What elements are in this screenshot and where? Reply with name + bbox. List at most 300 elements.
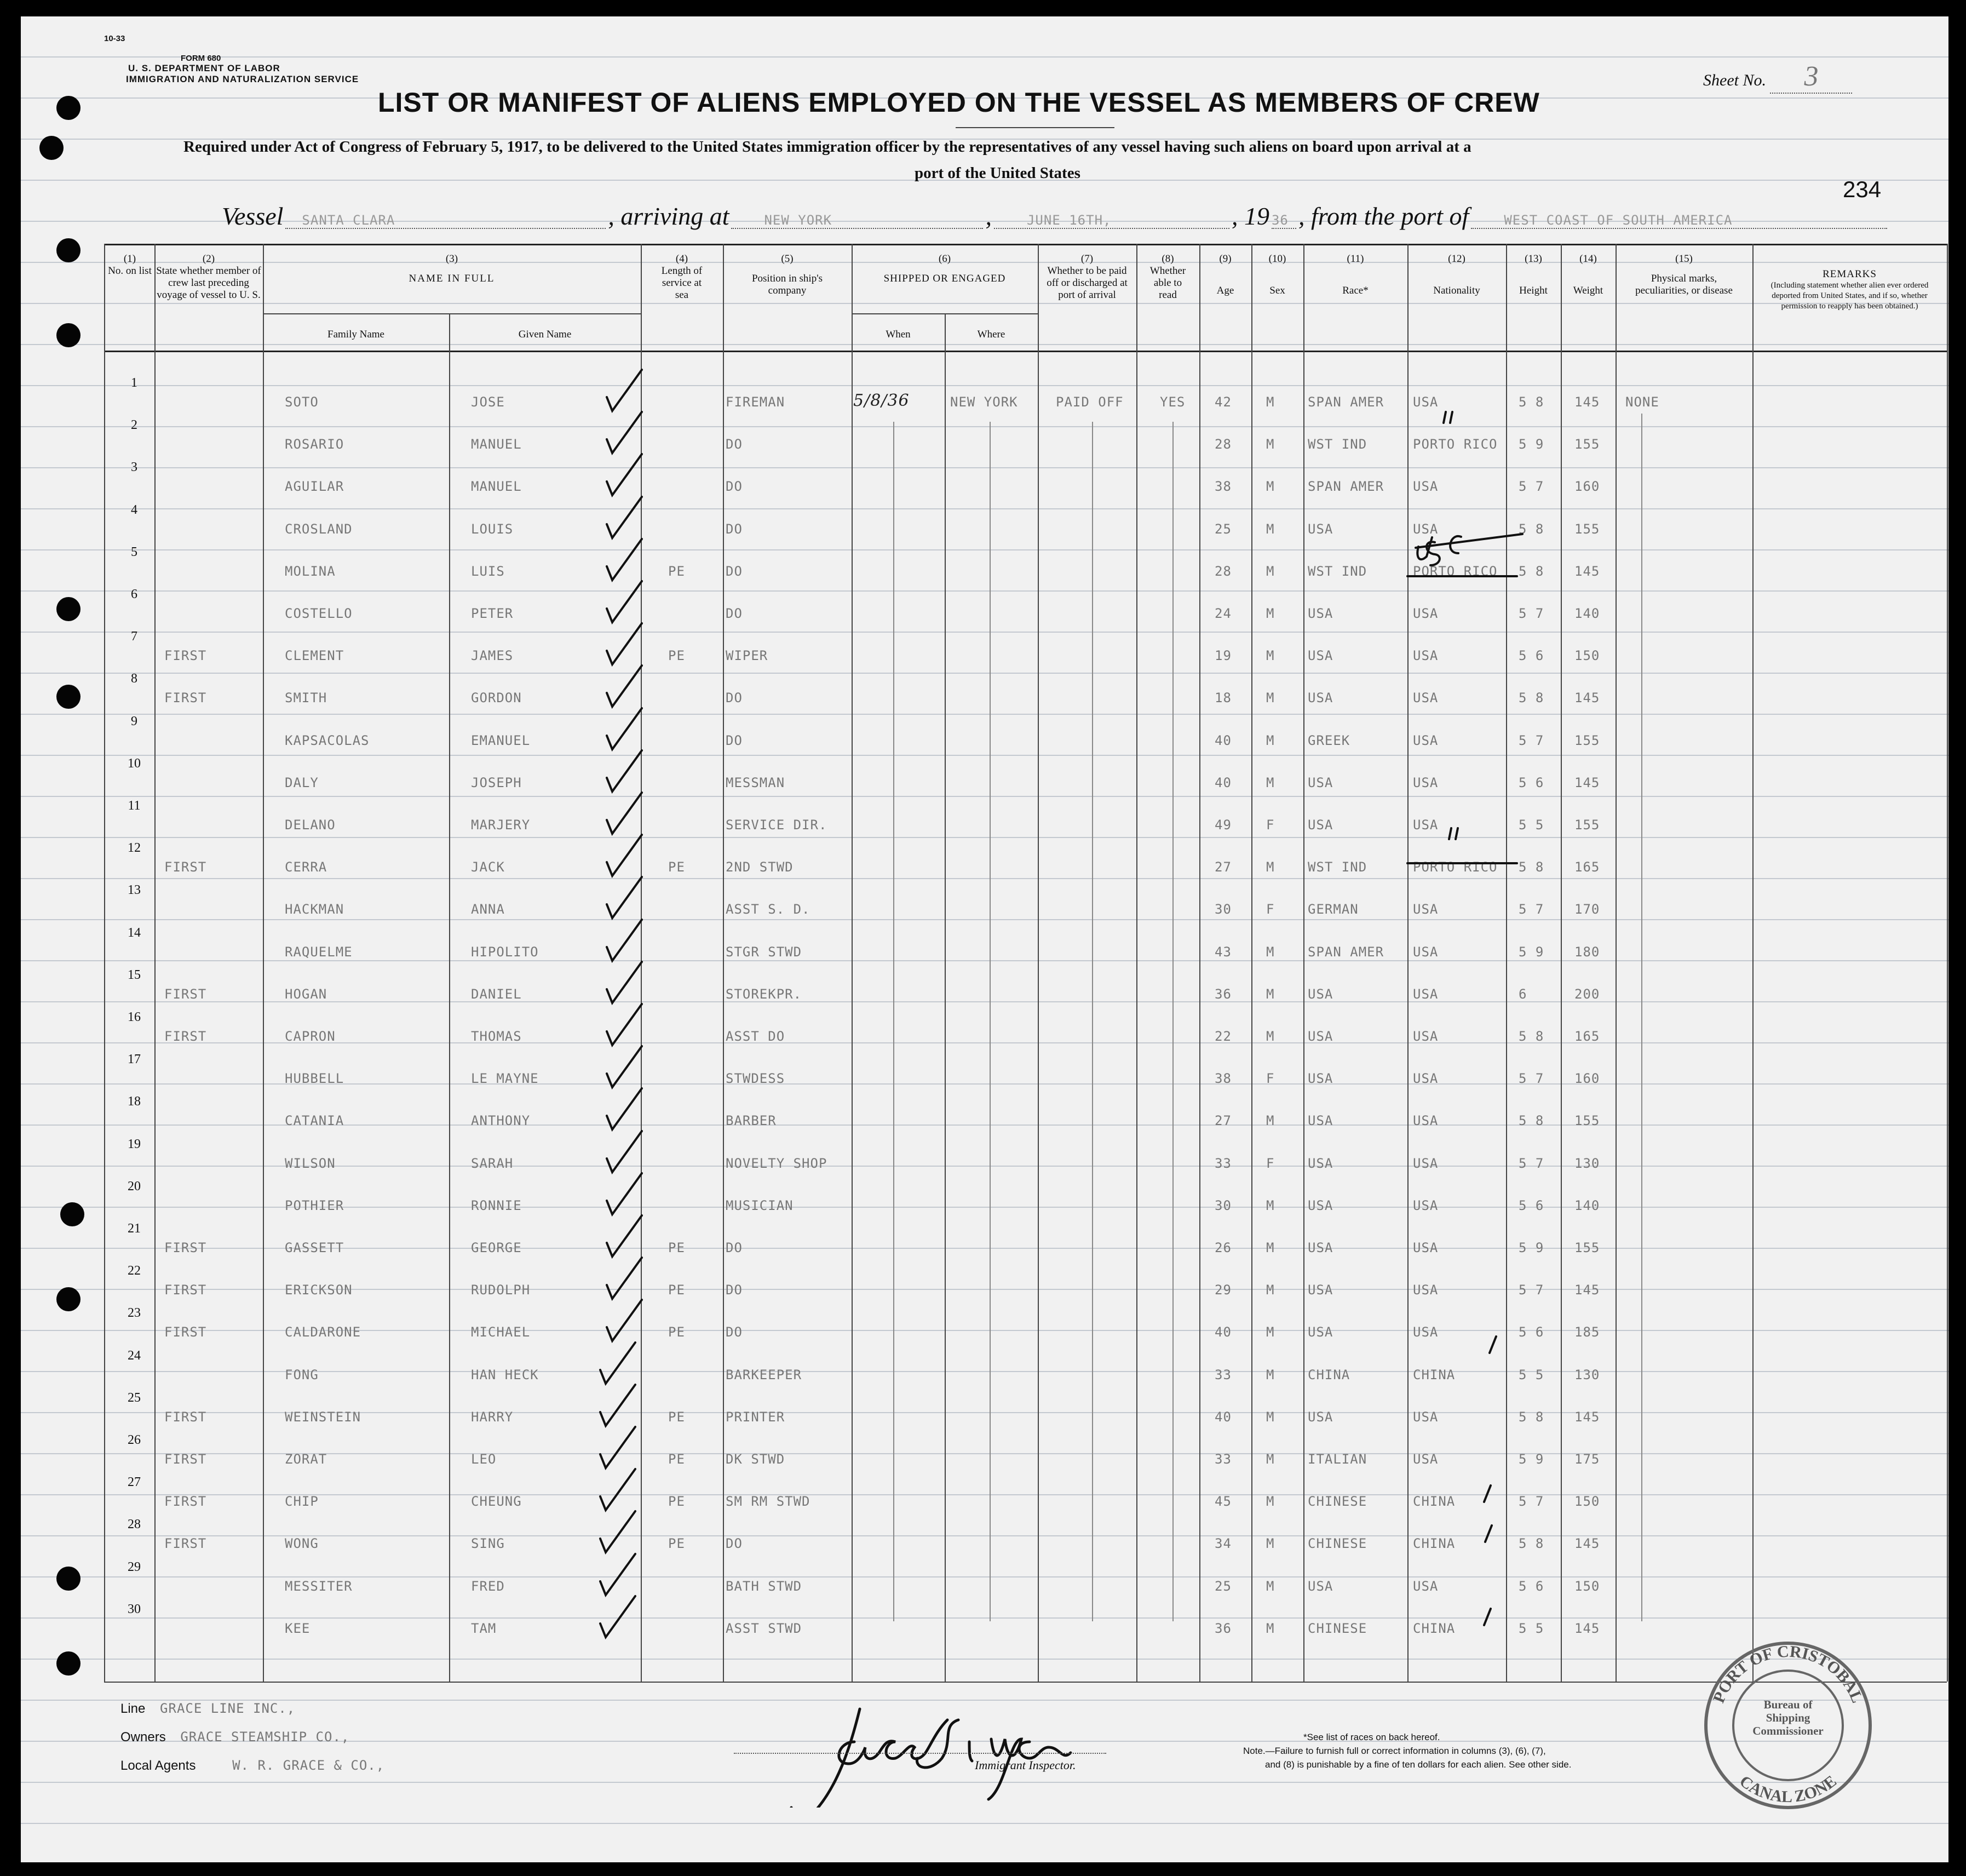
sex-cell: M bbox=[1266, 1197, 1275, 1213]
prev-voyage-cell: FIRST bbox=[164, 648, 207, 664]
row-number: 12 bbox=[128, 841, 141, 856]
subtitle-line1: Required under Act of Congress of February 5, 1917, to be delivered to the United States immigration officer by the representatives of any vessel having such aliens on board upon arrival at a bbox=[183, 138, 1471, 156]
col1-num: (1) bbox=[123, 253, 136, 265]
position-cell: DO bbox=[726, 1240, 743, 1255]
age-cell: 22 bbox=[1215, 1029, 1232, 1044]
physical-marks-cell: NONE bbox=[1625, 394, 1659, 410]
nationality-cell: CHINA bbox=[1413, 1536, 1456, 1552]
position-cell: STGR STWD bbox=[726, 944, 802, 960]
given-name-cell: TAM bbox=[471, 1620, 497, 1636]
given-name-cell: GORDON bbox=[471, 690, 522, 706]
row-number: 23 bbox=[128, 1306, 141, 1321]
stamp-top-text: PORT OF CRISTOBAL bbox=[1709, 1642, 1867, 1706]
position-cell: FIREMAN bbox=[726, 394, 785, 410]
row-number: 30 bbox=[128, 1602, 141, 1616]
race-cell: SPAN AMER bbox=[1308, 394, 1384, 410]
weight-cell: 155 bbox=[1574, 437, 1600, 452]
given-name-cell: ANNA bbox=[471, 902, 505, 917]
position-cell: DO bbox=[726, 732, 743, 748]
sex-cell: M bbox=[1266, 1536, 1275, 1552]
race-cell: USA bbox=[1308, 1578, 1333, 1594]
given-name-cell: MANUEL bbox=[471, 437, 522, 452]
position-cell: 2ND STWD bbox=[726, 859, 794, 875]
position-cell: DO bbox=[726, 1324, 743, 1340]
weight-cell: 145 bbox=[1574, 690, 1600, 706]
family-name-cell: ERICKSON bbox=[285, 1282, 353, 1298]
position-cell: DO bbox=[726, 606, 743, 621]
col6-header bbox=[852, 253, 1038, 285]
height-cell: 5 8 bbox=[1519, 1113, 1544, 1129]
signature-line bbox=[734, 1752, 1106, 1754]
race-cell: USA bbox=[1308, 1029, 1333, 1044]
nationality-cell: CHINA bbox=[1413, 1367, 1456, 1382]
height-cell: 5 6 bbox=[1519, 1197, 1544, 1213]
weight-cell: 130 bbox=[1574, 1155, 1600, 1171]
column-rule bbox=[1251, 244, 1252, 1682]
column-rule bbox=[1038, 244, 1039, 1682]
position-cell: BATH STWD bbox=[726, 1578, 802, 1594]
weight-cell: 150 bbox=[1574, 648, 1600, 664]
col14-header bbox=[1561, 253, 1616, 297]
age-cell: 40 bbox=[1215, 1409, 1232, 1425]
height-cell: 5 8 bbox=[1519, 1029, 1544, 1044]
height-cell: 5 8 bbox=[1519, 563, 1544, 579]
column-rule bbox=[1407, 244, 1409, 1682]
given-name-cell: JACK bbox=[471, 859, 505, 875]
race-cell: GERMAN bbox=[1308, 902, 1359, 917]
race-cell: USA bbox=[1308, 648, 1333, 664]
column-rule bbox=[1616, 244, 1617, 1682]
column-rule bbox=[723, 244, 724, 1682]
sex-cell: M bbox=[1266, 944, 1275, 960]
weight-cell: 145 bbox=[1574, 563, 1600, 579]
form-label: FORM 680 bbox=[181, 54, 221, 63]
age-cell: 27 bbox=[1215, 1113, 1232, 1129]
family-name-cell: WILSON bbox=[285, 1155, 336, 1171]
age-cell: 42 bbox=[1215, 394, 1232, 410]
owners-field bbox=[120, 1729, 349, 1745]
sex-cell: M bbox=[1266, 732, 1275, 748]
service-cell: PE bbox=[668, 1452, 685, 1467]
page-title: LIST OR MANIFEST OF ALIENS EMPLOYED ON THE VESSEL AS MEMBERS OF CREW bbox=[378, 87, 1540, 118]
note-line2: and (8) is punishable by a fine of ten dollars for each alien. See other side. bbox=[1265, 1759, 1572, 1770]
punch-hole bbox=[39, 136, 64, 160]
family-name-cell: ZORAT bbox=[285, 1452, 327, 1467]
punch-hole bbox=[56, 238, 81, 262]
race-cell: USA bbox=[1308, 606, 1333, 621]
given-name-cell: JAMES bbox=[471, 648, 514, 664]
race-cell: USA bbox=[1308, 1113, 1333, 1129]
sex-cell: M bbox=[1266, 1324, 1275, 1340]
col13-num: (13) bbox=[1525, 253, 1542, 265]
row-number: 25 bbox=[128, 1390, 141, 1405]
prev-voyage-cell: FIRST bbox=[164, 986, 207, 1002]
family-name-cell: COSTELLO bbox=[285, 606, 353, 621]
row-number: 1 bbox=[131, 376, 137, 390]
prev-voyage-cell: FIRST bbox=[164, 859, 207, 875]
height-cell: 5 7 bbox=[1519, 1494, 1544, 1510]
service-cell: PE bbox=[668, 1240, 685, 1255]
height-cell: 5 7 bbox=[1519, 1155, 1544, 1171]
given-name-cell: LE MAYNE bbox=[471, 1071, 539, 1087]
row-number: 22 bbox=[128, 1264, 141, 1278]
given-name-cell: SING bbox=[471, 1536, 505, 1552]
height-cell: 5 9 bbox=[1519, 944, 1544, 960]
age-cell: 33 bbox=[1215, 1155, 1232, 1171]
col2-header bbox=[154, 253, 263, 301]
race-cell: USA bbox=[1308, 986, 1333, 1002]
height-cell: 5 9 bbox=[1519, 1452, 1544, 1467]
height-cell: 5 6 bbox=[1519, 648, 1544, 664]
position-cell: ASST STWD bbox=[726, 1620, 802, 1636]
sex-cell: M bbox=[1266, 1452, 1275, 1467]
line-label: Line bbox=[120, 1701, 146, 1716]
weight-cell: 145 bbox=[1574, 775, 1600, 790]
age-cell: 38 bbox=[1215, 1071, 1232, 1087]
position-cell: PRINTER bbox=[726, 1409, 785, 1425]
position-cell: MESSMAN bbox=[726, 775, 785, 790]
nationality-cell: USA bbox=[1413, 479, 1439, 495]
col6-label: SHIPPED OR ENGAGED bbox=[883, 273, 1006, 284]
stamp-bottom-text: CANAL ZONE bbox=[1736, 1772, 1840, 1806]
cristobal-stamp bbox=[1698, 1635, 1878, 1816]
sheet-label: Sheet No. bbox=[1703, 71, 1766, 89]
row-number: 2 bbox=[131, 418, 137, 433]
given-name-cell: JOSEPH bbox=[471, 775, 522, 790]
weight-cell: 155 bbox=[1574, 1240, 1600, 1255]
height-cell: 5 5 bbox=[1519, 817, 1544, 833]
given-name-cell: PETER bbox=[471, 606, 514, 621]
nationality-cell: PORTO RICO bbox=[1413, 437, 1498, 452]
weight-cell: 165 bbox=[1574, 859, 1600, 875]
line-value: GRACE LINE INC., bbox=[160, 1701, 296, 1716]
vessel-label: Vessel bbox=[222, 202, 284, 230]
nationality-cell: USA bbox=[1413, 1324, 1439, 1340]
col5-label: Position in ship's company bbox=[751, 273, 823, 296]
col4-num: (4) bbox=[675, 253, 688, 265]
height-cell: 6 bbox=[1519, 986, 1527, 1002]
line-field bbox=[120, 1701, 295, 1717]
given-name-cell: LUIS bbox=[471, 563, 505, 579]
position-cell: SERVICE DIR. bbox=[726, 817, 827, 833]
race-cell: USA bbox=[1308, 1409, 1333, 1425]
position-cell: WIPER bbox=[726, 648, 768, 664]
sex-cell: M bbox=[1266, 775, 1275, 790]
weight-cell: 145 bbox=[1574, 1409, 1600, 1425]
race-cell: WST IND bbox=[1308, 437, 1367, 452]
given-name-cell: RUDOLPH bbox=[471, 1282, 531, 1298]
row-number: 9 bbox=[131, 714, 137, 728]
age-cell: 34 bbox=[1215, 1536, 1232, 1552]
row-number: 7 bbox=[131, 629, 137, 644]
col3-label: NAME IN FULL bbox=[409, 273, 495, 284]
weight-cell: 140 bbox=[1574, 606, 1600, 621]
age-cell: 27 bbox=[1215, 859, 1232, 875]
nationality-cell: USA bbox=[1413, 817, 1439, 833]
sex-cell: M bbox=[1266, 1282, 1275, 1298]
sex-cell: M bbox=[1266, 606, 1275, 621]
given-name-cell: DANIEL bbox=[471, 986, 522, 1002]
punch-hole bbox=[56, 597, 81, 621]
sex-cell: M bbox=[1266, 563, 1275, 579]
row-number: 4 bbox=[131, 502, 137, 517]
height-cell: 5 8 bbox=[1519, 859, 1544, 875]
column-rule bbox=[1561, 244, 1562, 1682]
agents-label: Local Agents bbox=[120, 1758, 196, 1773]
row-number: 21 bbox=[128, 1221, 141, 1236]
position-cell: ASST S. D. bbox=[726, 902, 810, 917]
given-name-cell: RONNIE bbox=[471, 1197, 522, 1213]
age-cell: 29 bbox=[1215, 1282, 1232, 1298]
agents-field bbox=[120, 1758, 384, 1774]
age-cell: 43 bbox=[1215, 944, 1232, 960]
sex-cell: M bbox=[1266, 690, 1275, 706]
form-number bbox=[104, 34, 125, 43]
weight-cell: 155 bbox=[1574, 1113, 1600, 1129]
height-cell: 5 7 bbox=[1519, 479, 1544, 495]
family-name-cell: KEE bbox=[285, 1620, 311, 1636]
service-cell: PE bbox=[668, 1536, 685, 1552]
race-cell: CHINA bbox=[1308, 1367, 1350, 1382]
nationality-cell: PORTO RICO bbox=[1413, 859, 1498, 875]
punch-hole bbox=[56, 96, 81, 120]
owners-label: Owners bbox=[120, 1730, 166, 1745]
given-name-cell: FRED bbox=[471, 1578, 505, 1594]
age-cell: 40 bbox=[1215, 775, 1232, 790]
weight-cell: 170 bbox=[1574, 902, 1600, 917]
position-cell: SM RM STWD bbox=[726, 1494, 810, 1510]
shipped-when-cell: 5/8/36 bbox=[853, 391, 910, 410]
row-number: 10 bbox=[128, 756, 141, 771]
sex-cell: M bbox=[1266, 1367, 1275, 1382]
sex-cell: M bbox=[1266, 1113, 1275, 1129]
header-bottom-border bbox=[104, 351, 1947, 352]
col12-num: (12) bbox=[1448, 253, 1465, 265]
given-name-cell: THOMAS bbox=[471, 1029, 522, 1044]
race-cell: USA bbox=[1308, 521, 1333, 537]
position-cell: ASST DO bbox=[726, 1029, 785, 1044]
service-cell: PE bbox=[668, 859, 685, 875]
given-name-cell: LEO bbox=[471, 1452, 497, 1467]
race-cell: USA bbox=[1308, 1282, 1333, 1298]
form-code: 10-33 bbox=[104, 34, 125, 43]
family-name-cell: CHIP bbox=[285, 1494, 319, 1510]
subtitle-line2: port of the United States bbox=[915, 164, 1080, 182]
col15-label: Physical marks, peculiarities, or disease bbox=[1635, 273, 1733, 296]
arrival-port: NEW YORK bbox=[731, 213, 983, 229]
family-name-cell: FONG bbox=[285, 1367, 319, 1382]
col13-header bbox=[1506, 253, 1561, 297]
weight-cell: 165 bbox=[1574, 1029, 1600, 1044]
given-name-cell: EMANUEL bbox=[471, 732, 531, 748]
height-cell: 5 7 bbox=[1519, 1071, 1544, 1087]
nationality-cell: CHINA bbox=[1413, 1494, 1456, 1510]
nationality-cell: USA bbox=[1413, 1113, 1439, 1129]
col4-label: Length of service at sea bbox=[661, 265, 703, 301]
remarks-note: (Including statement whether alien ever ordered deported from United States, and if so, whether permission to reapply has been obtained.) bbox=[1770, 281, 1929, 311]
family-name-cell: MESSITER bbox=[285, 1578, 353, 1594]
age-cell: 26 bbox=[1215, 1240, 1232, 1255]
column-rule bbox=[852, 244, 853, 1682]
family-name-cell: SMITH bbox=[285, 690, 327, 706]
agents-value: W. R. GRACE & CO., bbox=[232, 1758, 385, 1773]
name-subheader-rule bbox=[263, 313, 641, 314]
check-mark-icon bbox=[596, 1593, 640, 1643]
sex-cell: M bbox=[1266, 1029, 1275, 1044]
race-cell: USA bbox=[1308, 1240, 1333, 1255]
column-rule bbox=[1303, 244, 1304, 1682]
weight-cell: 130 bbox=[1574, 1367, 1600, 1382]
given-name-cell: CHEUNG bbox=[471, 1494, 522, 1510]
nationality-cell: USA bbox=[1413, 986, 1439, 1002]
height-cell: 5 9 bbox=[1519, 1240, 1544, 1255]
row-number: 3 bbox=[131, 460, 137, 475]
age-cell: 49 bbox=[1215, 817, 1232, 833]
col2-num: (2) bbox=[202, 253, 215, 265]
paid-off-cell: PAID OFF bbox=[1056, 394, 1124, 410]
shipped-where-cell: NEW YORK bbox=[950, 394, 1018, 410]
weight-cell: 145 bbox=[1574, 1282, 1600, 1298]
height-cell: 5 5 bbox=[1519, 1367, 1544, 1382]
position-cell: DO bbox=[726, 1536, 743, 1552]
punch-hole bbox=[56, 323, 81, 347]
given-name-cell: SARAH bbox=[471, 1155, 514, 1171]
sheet-number-field bbox=[1703, 60, 1852, 94]
position-cell: DO bbox=[726, 437, 743, 452]
weight-cell: 145 bbox=[1574, 1620, 1600, 1636]
col5-header bbox=[723, 253, 852, 297]
family-name-cell: HOGAN bbox=[285, 986, 327, 1002]
col10-num: (10) bbox=[1268, 253, 1286, 265]
nationality-cell: USA bbox=[1413, 1029, 1439, 1044]
column-rule bbox=[449, 313, 450, 1682]
given-name-cell: LOUIS bbox=[471, 521, 514, 537]
prev-voyage-cell: FIRST bbox=[164, 690, 207, 706]
race-cell: CHINESE bbox=[1308, 1536, 1367, 1552]
height-cell: 5 6 bbox=[1519, 775, 1544, 790]
weight-cell: 145 bbox=[1574, 1536, 1600, 1552]
family-name-cell: CALDARONE bbox=[285, 1324, 361, 1340]
weight-cell: 145 bbox=[1574, 394, 1600, 410]
age-cell: 36 bbox=[1215, 1620, 1232, 1636]
given-name-cell: HIPOLITO bbox=[471, 944, 539, 960]
height-cell: 5 7 bbox=[1519, 606, 1544, 621]
row-number: 26 bbox=[128, 1433, 141, 1447]
row-number: 29 bbox=[128, 1559, 141, 1574]
sex-cell: M bbox=[1266, 1494, 1275, 1510]
sex-cell: F bbox=[1266, 902, 1275, 917]
prev-voyage-cell: FIRST bbox=[164, 1409, 207, 1425]
weight-cell: 175 bbox=[1574, 1452, 1600, 1467]
col9-num: (9) bbox=[1219, 253, 1232, 265]
row-number: 17 bbox=[128, 1052, 141, 1067]
row-number: 14 bbox=[128, 925, 141, 940]
age-cell: 30 bbox=[1215, 1197, 1232, 1213]
nationality-cell: USA bbox=[1413, 606, 1439, 621]
family-name-cell: WONG bbox=[285, 1536, 319, 1552]
weight-cell: 155 bbox=[1574, 521, 1600, 537]
arrival-date: JUNE 16TH, bbox=[994, 213, 1229, 229]
row-number: 6 bbox=[131, 587, 137, 601]
col9-label: Age bbox=[1216, 285, 1234, 296]
position-cell: DK STWD bbox=[726, 1452, 785, 1467]
height-cell: 5 6 bbox=[1519, 1324, 1544, 1340]
position-cell: NOVELTY SHOP bbox=[726, 1155, 827, 1171]
family-name-cell: CAPRON bbox=[285, 1029, 336, 1044]
col9-header bbox=[1199, 253, 1251, 297]
inspector-label: Immigrant Inspector. bbox=[975, 1758, 1076, 1772]
table-top-border bbox=[104, 244, 1947, 245]
column-rule bbox=[1136, 244, 1137, 1682]
remarks-label: REMARKS bbox=[1823, 268, 1877, 280]
row-number: 15 bbox=[128, 967, 141, 982]
races-note: *See list of races on back hereof. bbox=[1303, 1732, 1440, 1742]
family-name-cell: GASSETT bbox=[285, 1240, 344, 1255]
family-name-cell: CERRA bbox=[285, 859, 327, 875]
age-cell: 28 bbox=[1215, 437, 1232, 452]
nationality-cell: USA bbox=[1413, 521, 1439, 537]
sex-cell: M bbox=[1266, 479, 1275, 495]
weight-cell: 185 bbox=[1574, 1324, 1600, 1340]
row-number: 16 bbox=[128, 1010, 141, 1024]
sex-cell: M bbox=[1266, 859, 1275, 875]
punch-hole bbox=[60, 1202, 84, 1226]
family-name-cell: RAQUELME bbox=[285, 944, 353, 960]
nationality-cell: USA bbox=[1413, 648, 1439, 664]
col8-label: Whether able to read bbox=[1149, 265, 1186, 301]
position-cell: DO bbox=[726, 563, 743, 579]
sheet-number: 3 bbox=[1770, 60, 1852, 94]
nationality-cell: USA bbox=[1413, 1071, 1439, 1087]
prev-voyage-cell: FIRST bbox=[164, 1240, 207, 1255]
height-cell: 5 9 bbox=[1519, 437, 1544, 452]
arriving-label: , arriving at bbox=[608, 202, 729, 230]
position-cell: BARKEEPER bbox=[726, 1367, 802, 1382]
family-name-cell: MOLINA bbox=[285, 563, 336, 579]
col3-given-header: Given Name bbox=[518, 329, 572, 340]
row-number: 19 bbox=[128, 1137, 141, 1151]
nationality-cell: USA bbox=[1413, 1155, 1439, 1171]
race-cell: USA bbox=[1308, 690, 1333, 706]
page-number: 234 bbox=[1843, 176, 1882, 202]
vessel-name: SANTA CLARA bbox=[285, 213, 606, 229]
inspector-signature bbox=[734, 1676, 1117, 1808]
height-cell: 5 6 bbox=[1519, 1578, 1544, 1594]
row-number: 20 bbox=[128, 1179, 141, 1194]
weight-cell: 200 bbox=[1574, 986, 1600, 1002]
prev-voyage-cell: FIRST bbox=[164, 1536, 207, 1552]
year-prefix: , 19 bbox=[1231, 202, 1269, 230]
given-name-cell: HAN HECK bbox=[471, 1367, 539, 1382]
family-name-cell: SOTO bbox=[285, 394, 319, 410]
family-name-cell: POTHIER bbox=[285, 1197, 344, 1213]
column-rule bbox=[945, 313, 946, 1682]
family-name-cell: HACKMAN bbox=[285, 902, 344, 917]
col8-header bbox=[1136, 253, 1199, 301]
sex-cell: M bbox=[1266, 394, 1275, 410]
age-cell: 33 bbox=[1215, 1367, 1232, 1382]
age-cell: 28 bbox=[1215, 563, 1232, 579]
departure-port: WEST COAST OF SOUTH AMERICA bbox=[1471, 213, 1887, 229]
race-cell: SPAN AMER bbox=[1308, 944, 1384, 960]
service-name: IMMIGRATION AND NATURALIZATION SERVICE bbox=[126, 74, 359, 84]
punch-hole bbox=[56, 1287, 81, 1311]
age-cell: 25 bbox=[1215, 1578, 1232, 1594]
race-cell: USA bbox=[1308, 817, 1333, 833]
service-cell: PE bbox=[668, 563, 685, 579]
age-cell: 24 bbox=[1215, 606, 1232, 621]
row-number: 27 bbox=[128, 1475, 141, 1490]
